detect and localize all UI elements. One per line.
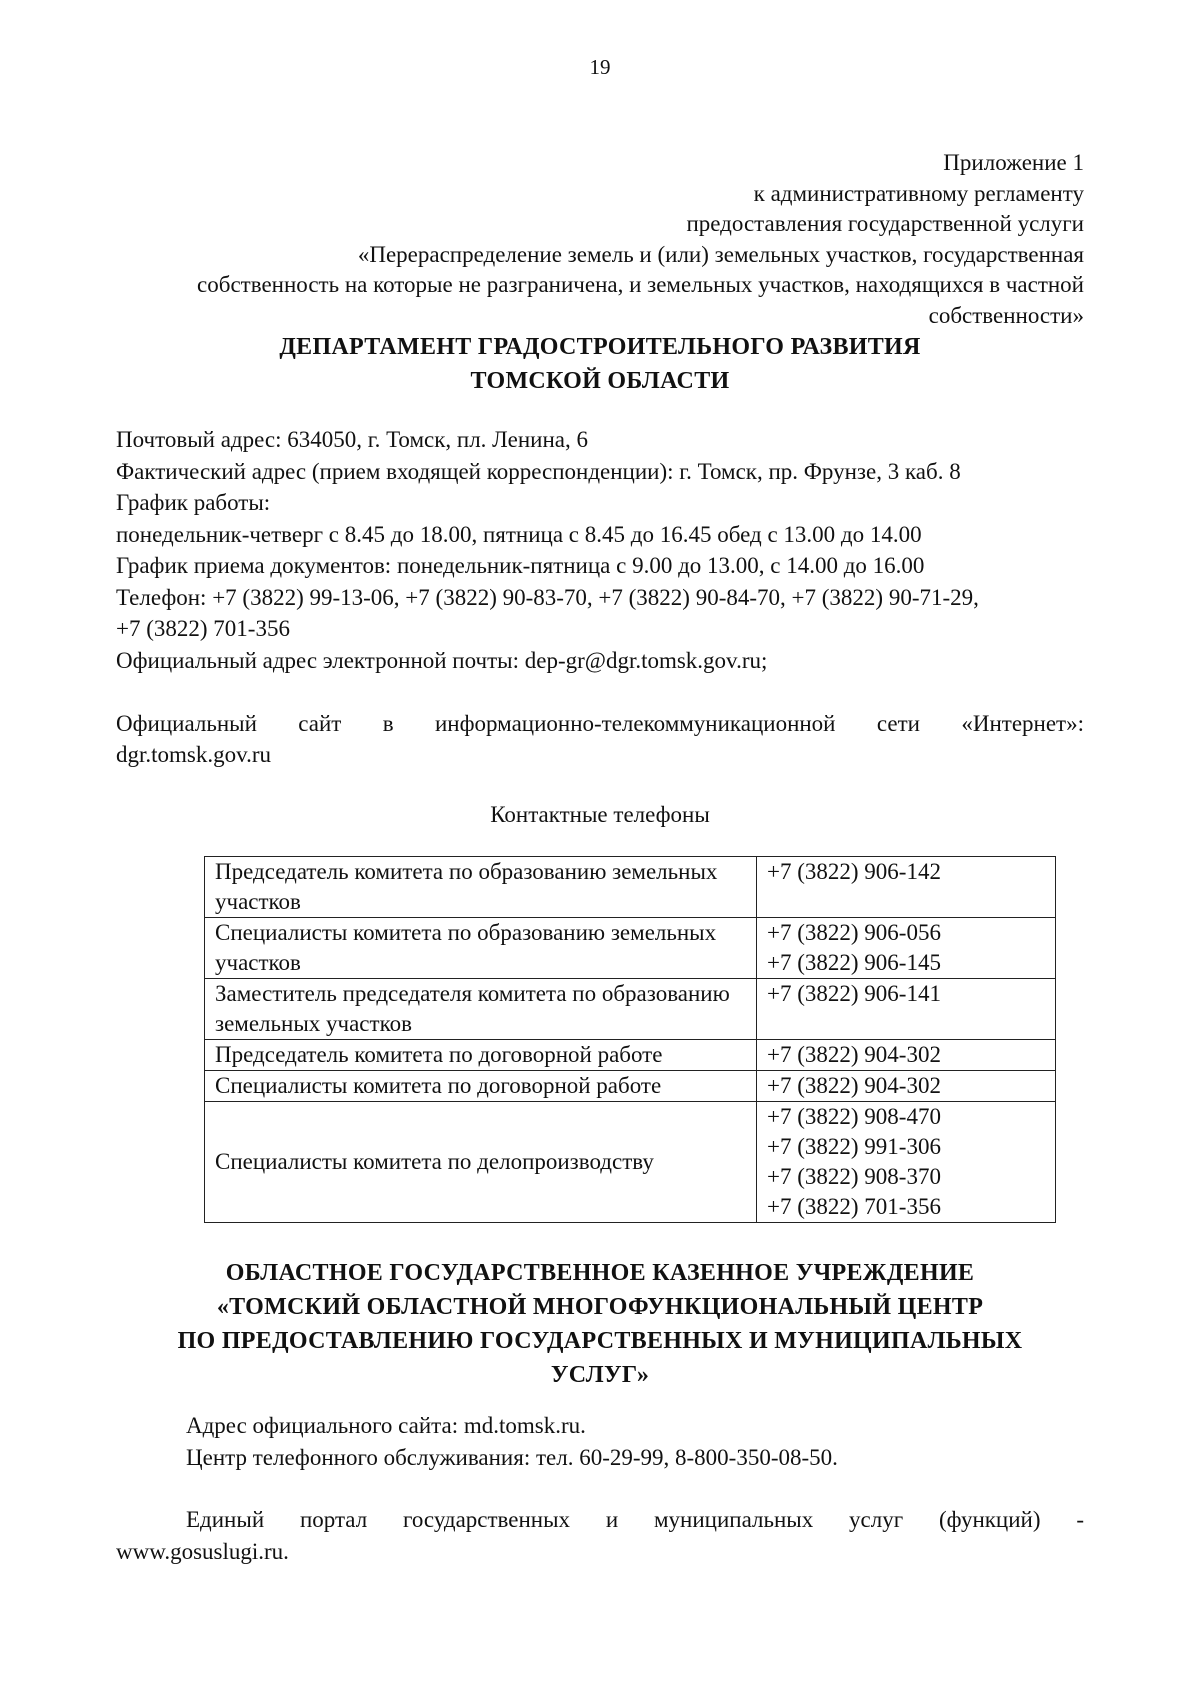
contact-table-title: Контактные телефоны [490,802,710,827]
appendix-line: предоставления государственной услуги [686,211,1084,236]
website-line: Официальный сайт в информационно-телекоммуникационной сети «Интернет»: [116,711,1084,736]
appendix-line: «Перераспределение земель и (или) земельных участков, государственная [357,241,1084,267]
department-contacts [116,424,1084,676]
department-website [116,708,1084,770]
table-row [205,1040,1056,1071]
role-cell: Специалисты комитета по делопроизводству [205,1102,757,1223]
table-row [205,857,1056,918]
mfc-heading [116,1256,1084,1392]
role-cell: Специалисты комитета по договорной работе [205,1071,757,1102]
phone-cell [757,1102,1056,1223]
schedule-label: График работы: [116,490,271,515]
phone-number: +7 (3822) 904-302 [767,1073,941,1098]
role-cell: Председатель комитета по образованию земельных участков [205,857,757,918]
role-cell: Специалисты комитета по образованию земельных участков [205,918,757,979]
phone-number: +7 (3822) 906-141 [767,981,941,1006]
mfc-info [116,1410,1084,1474]
schedule: понедельник-четверг с 8.45 до 18.00, пятница с 8.45 до 16.45 обед с 13.00 до 14.00 [116,521,922,547]
mfc-title-line: ПО ПРЕДОСТАВЛЕНИЮ ГОСУДАРСТВЕННЫХ И МУНИЦИПАЛЬНЫХ [177,1328,1023,1354]
department-title-line: ДЕПАРТАМЕНТ ГРАДОСТРОИТЕЛЬНОГО РАЗВИТИЯ [279,334,921,360]
mfc-title-line: УСЛУГ» [550,1362,650,1388]
phone-number: +7 (3822) 906-142 [767,859,941,884]
actual-address: Фактический адрес (прием входящей корреспонденции): г. Томск, пр. Фрунзе, 3 каб. 8 [116,458,961,484]
phone-number: +7 (3822) 991-306 [767,1134,941,1159]
appendix-line: собственность на которые не разграничена, и земельных участков, находящихся в частной [197,272,1084,297]
phone-cell [757,979,1056,1040]
contact-table [204,856,1056,1223]
website-url: dgr.tomsk.gov.ru [116,742,272,767]
mfc-title-line: ОБЛАСТНОЕ ГОСУДАРСТВЕННОЕ КАЗЕННОЕ УЧРЕЖДЕНИЕ [225,1260,975,1286]
phones-line: Телефон: +7 (3822) 99-13-06, +7 (3822) 90-83-70, +7 (3822) 90-84-70, +7 (3822) 90-71-29, [116,584,979,610]
phone-cell [757,918,1056,979]
email: Официальный адрес электронной почты: dep-gr@dgr.tomsk.gov.ru; [116,647,768,673]
phone-cell [757,1040,1056,1071]
phone-cell [757,1071,1056,1102]
gosuslugi-portal [116,1504,1084,1568]
phone-number: +7 (3822) 906-056 [767,920,941,945]
phone-number: +7 (3822) 906-145 [767,950,941,975]
table-row [205,1071,1056,1102]
appendix-line: собственности» [928,302,1084,328]
appendix-line: к административному регламенту [753,180,1084,206]
phone-number: +7 (3822) 701-356 [767,1194,941,1219]
appendix-block [116,148,1084,331]
phone-number: +7 (3822) 904-302 [767,1042,941,1067]
role-cell: Заместитель председателя комитета по образованию земельных участков [205,979,757,1040]
phone-cell [757,857,1056,918]
role-cell: Председатель комитета по договорной работе [205,1040,757,1071]
mfc-title-line: «ТОМСКИЙ ОБЛАСТНОЙ МНОГОФУНКЦИОНАЛЬНЫЙ ЦЕНТР [216,1294,984,1320]
phone-number: +7 (3822) 908-470 [767,1104,941,1129]
table-row [205,918,1056,979]
portal-url: www.gosuslugi.ru. [116,1539,289,1564]
postal-address: Почтовый адрес: 634050, г. Томск, пл. Ленина, 6 [116,427,588,452]
documents-schedule: График приема документов: понедельник-пятница с 9.00 до 13.00, с 14.00 до 16.00 [116,553,925,578]
phone-number: +7 (3822) 908-370 [767,1164,941,1189]
table-row [205,979,1056,1040]
mfc-call-center: Центр телефонного обслуживания: тел. 60-29-99, 8-800-350-08-50. [186,1445,838,1470]
mfc-website: Адрес официального сайта: md.tomsk.ru. [186,1413,586,1438]
page-number: 19 [589,55,611,79]
portal-line: Единый портал государственных и муниципальных услуг (функций) - [186,1507,1084,1532]
department-title-line: ТОМСКОЙ ОБЛАСТИ [470,368,730,394]
appendix-line: Приложение 1 [943,150,1084,175]
department-heading [116,330,1084,398]
phones-line: +7 (3822) 701-356 [116,616,290,641]
table-row [205,1102,1056,1223]
